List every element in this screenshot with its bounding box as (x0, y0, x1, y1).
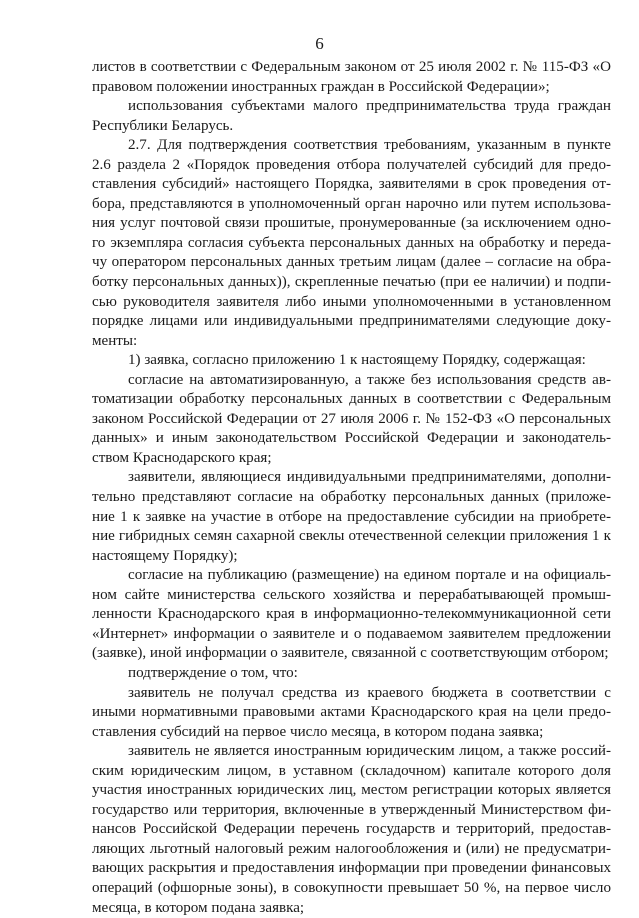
text-line: иными нормативными правовыми актами Краснодарского края на цели предо- (92, 704, 611, 721)
text-line: 2.7. Для подтверждения соответствия требованиям, указанным в пункте (128, 137, 611, 154)
paragraph (92, 58, 611, 97)
text-line: правовом положении иностранных граждан в Российской Федерации»; (92, 78, 550, 95)
text-line: «Интернет» информации о заявителе и о подаваемом заявителем предложении (92, 625, 611, 642)
paragraph (92, 468, 611, 566)
text-line: подтверждение о том, что: (128, 664, 298, 681)
text-line: операций (офшорные зоны), в совокупности превышает 50 %, на первое число (92, 879, 611, 896)
text-line: ботку персональных данных)), скрепленные печатью (при ее наличии) и подпи- (92, 274, 611, 291)
paragraph (92, 97, 611, 136)
page-number: 6 (315, 34, 324, 53)
text-line: ние гибридных семян сахарной свеклы отечественной селекции приложения 1 к (92, 528, 611, 545)
text-line: ством Краснодарского края; (92, 449, 272, 466)
paragraph (92, 351, 611, 371)
text-line: ляющих льготный налоговый режим налогообложения и (или) не предусматри- (92, 840, 611, 857)
paragraph (92, 136, 611, 351)
text-line: нансов Российской Федерации перечень государств и территорий, предостав- (92, 821, 611, 838)
text-line: ставления субсидий на первое число месяца, в котором подана заявка; (92, 723, 544, 740)
text-line: го экземпляра согласия субъекта персональных данных на обработку и переда- (92, 234, 611, 251)
text-line: 1) заявка, согласно приложению 1 к настоящему Порядку, содержащая: (128, 352, 586, 369)
text-line: порядке лицами или индивидуальными предпринимателями следующие доку- (92, 313, 611, 330)
text-line: государство или территория, включенные в утвержденный Министерством фи- (92, 801, 611, 818)
text-line: заявитель не является иностранным юридическим лицом, а также россий- (128, 743, 611, 760)
paragraph (92, 742, 611, 918)
text-line: томатизации обработку персональных данных в соответствии с Федеральным (92, 391, 611, 408)
text-line: ленности Краснодарского края в информационно-телекоммуникационной сети (92, 606, 611, 623)
text-line: ния услуг почтовой связи прошитые, пронумерованные (за исключением одно- (92, 215, 611, 232)
text-line: сью руководителя заявителя либо иными уполномоченными в установленном (92, 293, 611, 310)
text-line: использования субъектами малого предпринимательства труда граждан (128, 98, 611, 115)
text-line: ставления субсидий» настоящего Порядка, заявителями в срок проведения от- (92, 176, 611, 193)
text-line: данных» и иным законодательством Российской Федерации и законодатель- (92, 430, 611, 447)
text-line: ским юридическим лицом, в уставном (складочном) капитале которого доля (92, 762, 611, 779)
paragraph (92, 684, 611, 743)
text-line: бора, представляются в уполномоченный орган нарочно или путем использова- (92, 195, 611, 212)
text-line: ние 1 к заявке на участие в отборе на предоставление субсидии на приобрете- (92, 508, 611, 525)
text-line: ном сайте министерства сельского хозяйства и перерабатывающей промыш- (92, 586, 611, 603)
text-line: законом Российской Федерации от 27 июля 2006 г. № 152-ФЗ «О персональных (92, 410, 611, 427)
text-line: заявители, являющиеся индивидуальными предпринимателями, дополни- (128, 469, 611, 486)
text-line: 2.6 раздела 2 «Порядок проведения отбора получателей субсидий для предо- (92, 156, 611, 173)
text-line: согласие на публикацию (размещение) на едином портале и на официаль- (128, 567, 611, 584)
paragraph (92, 566, 611, 664)
text-line: тельно представляют согласие на обработку персональных данных (приложе- (92, 489, 611, 506)
text-line: (заявке), иной информации о заявителе, связанной с соответствующим отбором; (92, 645, 609, 662)
paragraph (92, 664, 611, 684)
paragraph (92, 371, 611, 469)
text-line: участия иностранных юридических лиц, местом регистрации которых является (92, 782, 611, 799)
text-line: Республики Беларусь. (92, 117, 234, 134)
text-line: листов в соответствии с Федеральным законом от 25 июля 2002 г. № 115-ФЗ «О (92, 59, 611, 75)
text-line: согласие на автоматизированную, а также без использования средств ав- (128, 371, 611, 388)
text-line: месяца, в котором подана заявка; (92, 899, 305, 916)
text-line: менты: (92, 332, 138, 349)
document-body (92, 58, 611, 918)
text-line: настоящему Порядку); (92, 547, 238, 564)
text-line: заявитель не получал средства из краевого бюджета в соответствии с (128, 684, 611, 701)
text-line: чу оператором персональных данных третьим лицам (далее – согласие на обра- (92, 254, 611, 271)
text-line: вающих раскрытия и предоставления информации при проведении финансовых (92, 860, 611, 877)
